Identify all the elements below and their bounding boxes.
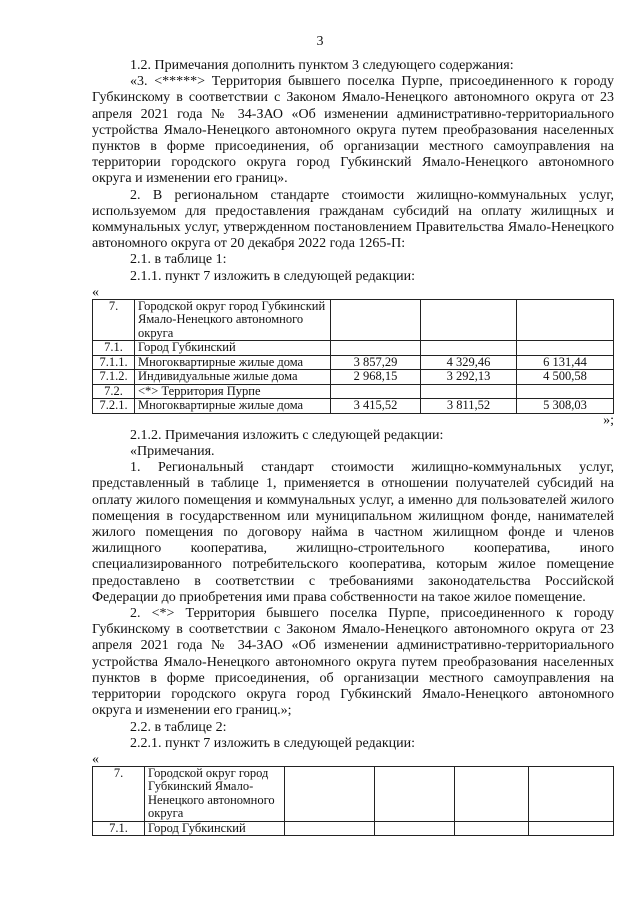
cell-name: Многоквартирные жилые дома	[135, 399, 331, 414]
table-row	[93, 341, 614, 356]
table-2	[92, 766, 614, 837]
cell-v3: 5 308,03	[517, 399, 614, 414]
open-quote-2: «	[92, 751, 99, 767]
cell-v4	[529, 821, 614, 836]
cell-num: 7.	[93, 766, 145, 821]
paragraph-2-1-1: 2.1.1. пункт 7 изложить в следующей редакции:	[130, 268, 415, 284]
cell-v2	[375, 766, 455, 821]
cell-v3	[517, 341, 614, 356]
table-2-body	[93, 766, 614, 836]
note-2: 2. <*> Территория бывшего поселка Пурпе, присоединенного к городу Губкинскому в соответствии с Законом Ямало-Ненецкого автономного округа от 23 апреля 2021 года № 34-ЗАО «Об изменении административно-территориального устройства Ямало-Ненецкого автономного округа путем преобразования населенных пунктов в форме присоединения, об организации местного самоуправления на территории городского округа город Губкинский Ямало-Ненецкого автономного округа и изменении его границ.»;	[92, 606, 614, 719]
paragraph-2-1-2: 2.1.2. Примечания изложить с следующей редакции:	[130, 427, 444, 443]
cell-v1	[285, 766, 375, 821]
document-body	[92, 58, 614, 836]
paragraph-2-2-1: 2.2.1. пункт 7 изложить в следующей редакции:	[130, 735, 415, 751]
table-1	[92, 299, 614, 414]
paragraph-2-2: 2.2. в таблице 2:	[130, 719, 227, 735]
table-row	[93, 399, 614, 414]
cell-name: Город Губкинский	[145, 821, 285, 836]
cell-v1	[331, 384, 421, 399]
cell-v3: 4 500,58	[517, 370, 614, 385]
cell-v2	[375, 821, 455, 836]
table-row	[93, 370, 614, 385]
table-row	[93, 299, 614, 341]
cell-name: Многоквартирные жилые дома	[135, 355, 331, 370]
cell-v2: 3 292,13	[421, 370, 517, 385]
cell-name: Город Губкинский	[135, 341, 331, 356]
paragraph-2-1: 2.1. в таблице 1:	[130, 252, 227, 268]
open-quote: «	[92, 284, 99, 300]
notes-heading: «Примечания.	[130, 444, 215, 460]
table-row	[93, 821, 614, 836]
cell-v1	[331, 299, 421, 341]
cell-v3	[517, 384, 614, 399]
paragraph-note-3: «3. <*****> Территория бывшего поселка Пурпе, присоединенного к городу Губкинскому в соответствии с Законом Ямало-Ненецкого автономного округа от 23 апреля 2021 года № 34-ЗАО «Об изменении административно-территориального устройства Ямало-Ненецкого автономного округа путем преобразования населенных пунктов в форме присоединения, об организации местного самоуправления на территории городского округа город Губкинский Ямало-Ненецкого автономного округа и изменении его границ».	[92, 74, 614, 187]
close-quote: »;	[603, 412, 614, 428]
cell-v3	[455, 821, 529, 836]
cell-v3	[455, 766, 529, 821]
table-row	[93, 384, 614, 399]
cell-num: 7.1.2.	[93, 370, 135, 385]
cell-v1	[331, 341, 421, 356]
cell-num: 7.	[93, 299, 135, 341]
cell-num: 7.1.1.	[93, 355, 135, 370]
cell-num: 7.2.1.	[93, 399, 135, 414]
table-1-body	[93, 299, 614, 413]
cell-num: 7.1.	[93, 341, 135, 356]
cell-name: <*> Территория Пурпе	[135, 384, 331, 399]
table-row	[93, 766, 614, 821]
cell-v4	[529, 766, 614, 821]
cell-name: Городской округ город Губкинский Ямало-Ненецкого автономного округа	[145, 766, 285, 821]
cell-v3	[517, 299, 614, 341]
table-row	[93, 355, 614, 370]
paragraph-1-2: 1.2. Примечания дополнить пунктом 3 следующего содержания:	[130, 58, 514, 73]
cell-v2	[421, 299, 517, 341]
page-number: 3	[316, 34, 324, 49]
cell-v2: 4 329,46	[421, 355, 517, 370]
cell-v3: 6 131,44	[517, 355, 614, 370]
cell-v1: 3 415,52	[331, 399, 421, 414]
cell-v2	[421, 384, 517, 399]
note-1: 1. Региональный стандарт стоимости жилищно-коммунальных услуг, представленный в таблице 1, применяется в отношении получателей субсидий на оплату жилого помещения и коммунальных услуг, а именно для пользователей жилого помещения в государственном или муниципальном жилищном фонде, нанимателей жилого помещения по договору найма в частном жилищном фонде и членов жилищного кооператива, жилищно-строительного кооператива, иного специализированного потребительского кооператива, которым жилое помещение предоставлено в соответствии с требованиями законодательства Российской Федерации до приобретения ими права собственности на такое жилое помещение.	[92, 460, 614, 605]
cell-v1	[285, 821, 375, 836]
cell-v2	[421, 341, 517, 356]
cell-num: 7.2.	[93, 384, 135, 399]
cell-name: Городской округ город Губкинский Ямало-Ненецкого автономного округа	[135, 299, 331, 341]
cell-v1: 2 968,15	[331, 370, 421, 385]
cell-name: Индивидуальные жилые дома	[135, 370, 331, 385]
cell-v1: 3 857,29	[331, 355, 421, 370]
cell-v2: 3 811,52	[421, 399, 517, 414]
paragraph-2: 2. В региональном стандарте стоимости жилищно-коммунальных услуг, используемом для предоставления гражданам субсидий на оплату жилищных и коммунальных услуг, утвержденном постановлением Правительства Ямало-Ненецкого автономного округа от 20 декабря 2022 года 1265-П:	[92, 187, 614, 252]
cell-num: 7.1.	[93, 821, 145, 836]
